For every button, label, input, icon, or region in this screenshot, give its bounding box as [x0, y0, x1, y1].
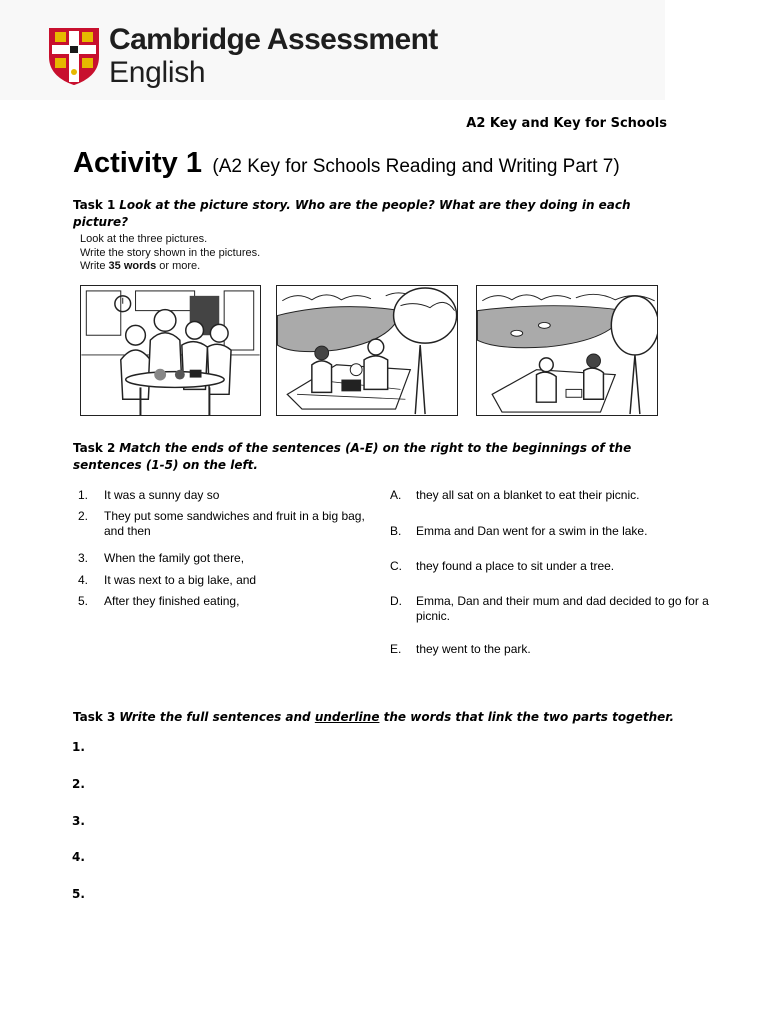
task3-instruction-underlined: underline — [314, 710, 380, 724]
list-item: D. Emma, Dan and their mum and dad decided to go for a picnic. — [390, 594, 709, 623]
page-title — [73, 147, 620, 180]
sentence-beginnings-list — [78, 488, 368, 615]
sentence-endings-list — [390, 488, 720, 662]
exam-instruction-line3: Write 35 words or more. — [80, 260, 201, 272]
ending-text: they went to the park. — [416, 642, 531, 656]
answer-number: 5. — [72, 887, 85, 901]
task1-instruction: Look at the picture story. Who are the people? What are they doing in each picture? — [73, 198, 631, 229]
picnic-illustration — [277, 286, 457, 415]
answer-number: 2. — [72, 777, 85, 791]
exam-instruction-line1: Look at the three pictures. — [80, 233, 208, 245]
task2-heading — [73, 440, 673, 474]
beginning-text: When the family got there, — [104, 551, 245, 565]
task1-label: Task 1 — [73, 198, 116, 212]
exam-name: A2 Key and Key for Schools — [466, 116, 667, 131]
cambridge-shield-icon — [48, 27, 100, 85]
task3-heading — [73, 709, 693, 726]
picture-swimming-scene — [476, 285, 658, 416]
kitchen-illustration — [81, 286, 260, 415]
ending-text: they found a place to sit under a tree. — [416, 559, 615, 573]
task2-label: Task 2 — [73, 441, 116, 455]
beginning-text: They put some sandwiches and fruit in a big bag, and then — [104, 509, 365, 538]
list-item: B. Emma and Dan went for a swim in the lake. — [390, 524, 648, 538]
beginning-text: It was next to a big lake, and — [104, 573, 257, 587]
ending-text: Emma, Dan and their mum and dad decided to go for a picnic. — [416, 594, 709, 623]
picture-kitchen-scene — [80, 285, 261, 416]
ending-text: Emma and Dan went for a swim in the lake. — [416, 524, 648, 538]
beginning-text: It was a sunny day so — [104, 488, 220, 502]
task3-instruction-post: the words that link the two parts together. — [379, 710, 675, 724]
task3-label: Task 3 — [73, 710, 116, 724]
list-item: E. they went to the park. — [390, 642, 531, 656]
list-item: 5. After they finished eating, — [78, 594, 240, 608]
org-name-line2: English — [109, 56, 206, 89]
answer-number: 4. — [72, 850, 85, 864]
list-item: A. they all sat on a blanket to eat their picnic. — [390, 488, 640, 502]
list-item: 4. It was next to a big lake, and — [78, 573, 257, 587]
logo-wordmark — [109, 23, 438, 89]
activity-title-main: Activity 1 — [73, 147, 202, 179]
exam-instruction-line2: Write the story shown in the pictures. — [80, 246, 261, 259]
task3-instruction-pre: Write the full sentences and — [119, 710, 315, 724]
task2-instruction: Match the ends of the sentences (A-E) on the right to the beginnings of the sentences (1-5) on the left. — [73, 441, 632, 472]
ending-text: they all sat on a blanket to eat their picnic. — [416, 488, 640, 502]
list-item: 1. It was a sunny day so — [78, 488, 220, 502]
org-name-line1: Cambridge Assessment — [109, 23, 438, 56]
list-item: 2. They put some sandwiches and fruit in a big bag, and then — [78, 509, 365, 538]
answer-number: 1. — [72, 740, 85, 754]
answer-number: 3. — [72, 814, 85, 828]
activity-title-sub: (A2 Key for Schools Reading and Writing Part 7) — [212, 156, 620, 177]
beginning-text: After they finished eating, — [104, 594, 240, 608]
list-item: C. they found a place to sit under a tree. — [390, 559, 615, 573]
exam-instructions — [80, 233, 260, 274]
task1-heading — [73, 197, 673, 231]
picture-picnic-scene — [276, 285, 458, 416]
swimming-illustration — [477, 286, 657, 415]
list-item: 3. When the family got there, — [78, 551, 245, 565]
